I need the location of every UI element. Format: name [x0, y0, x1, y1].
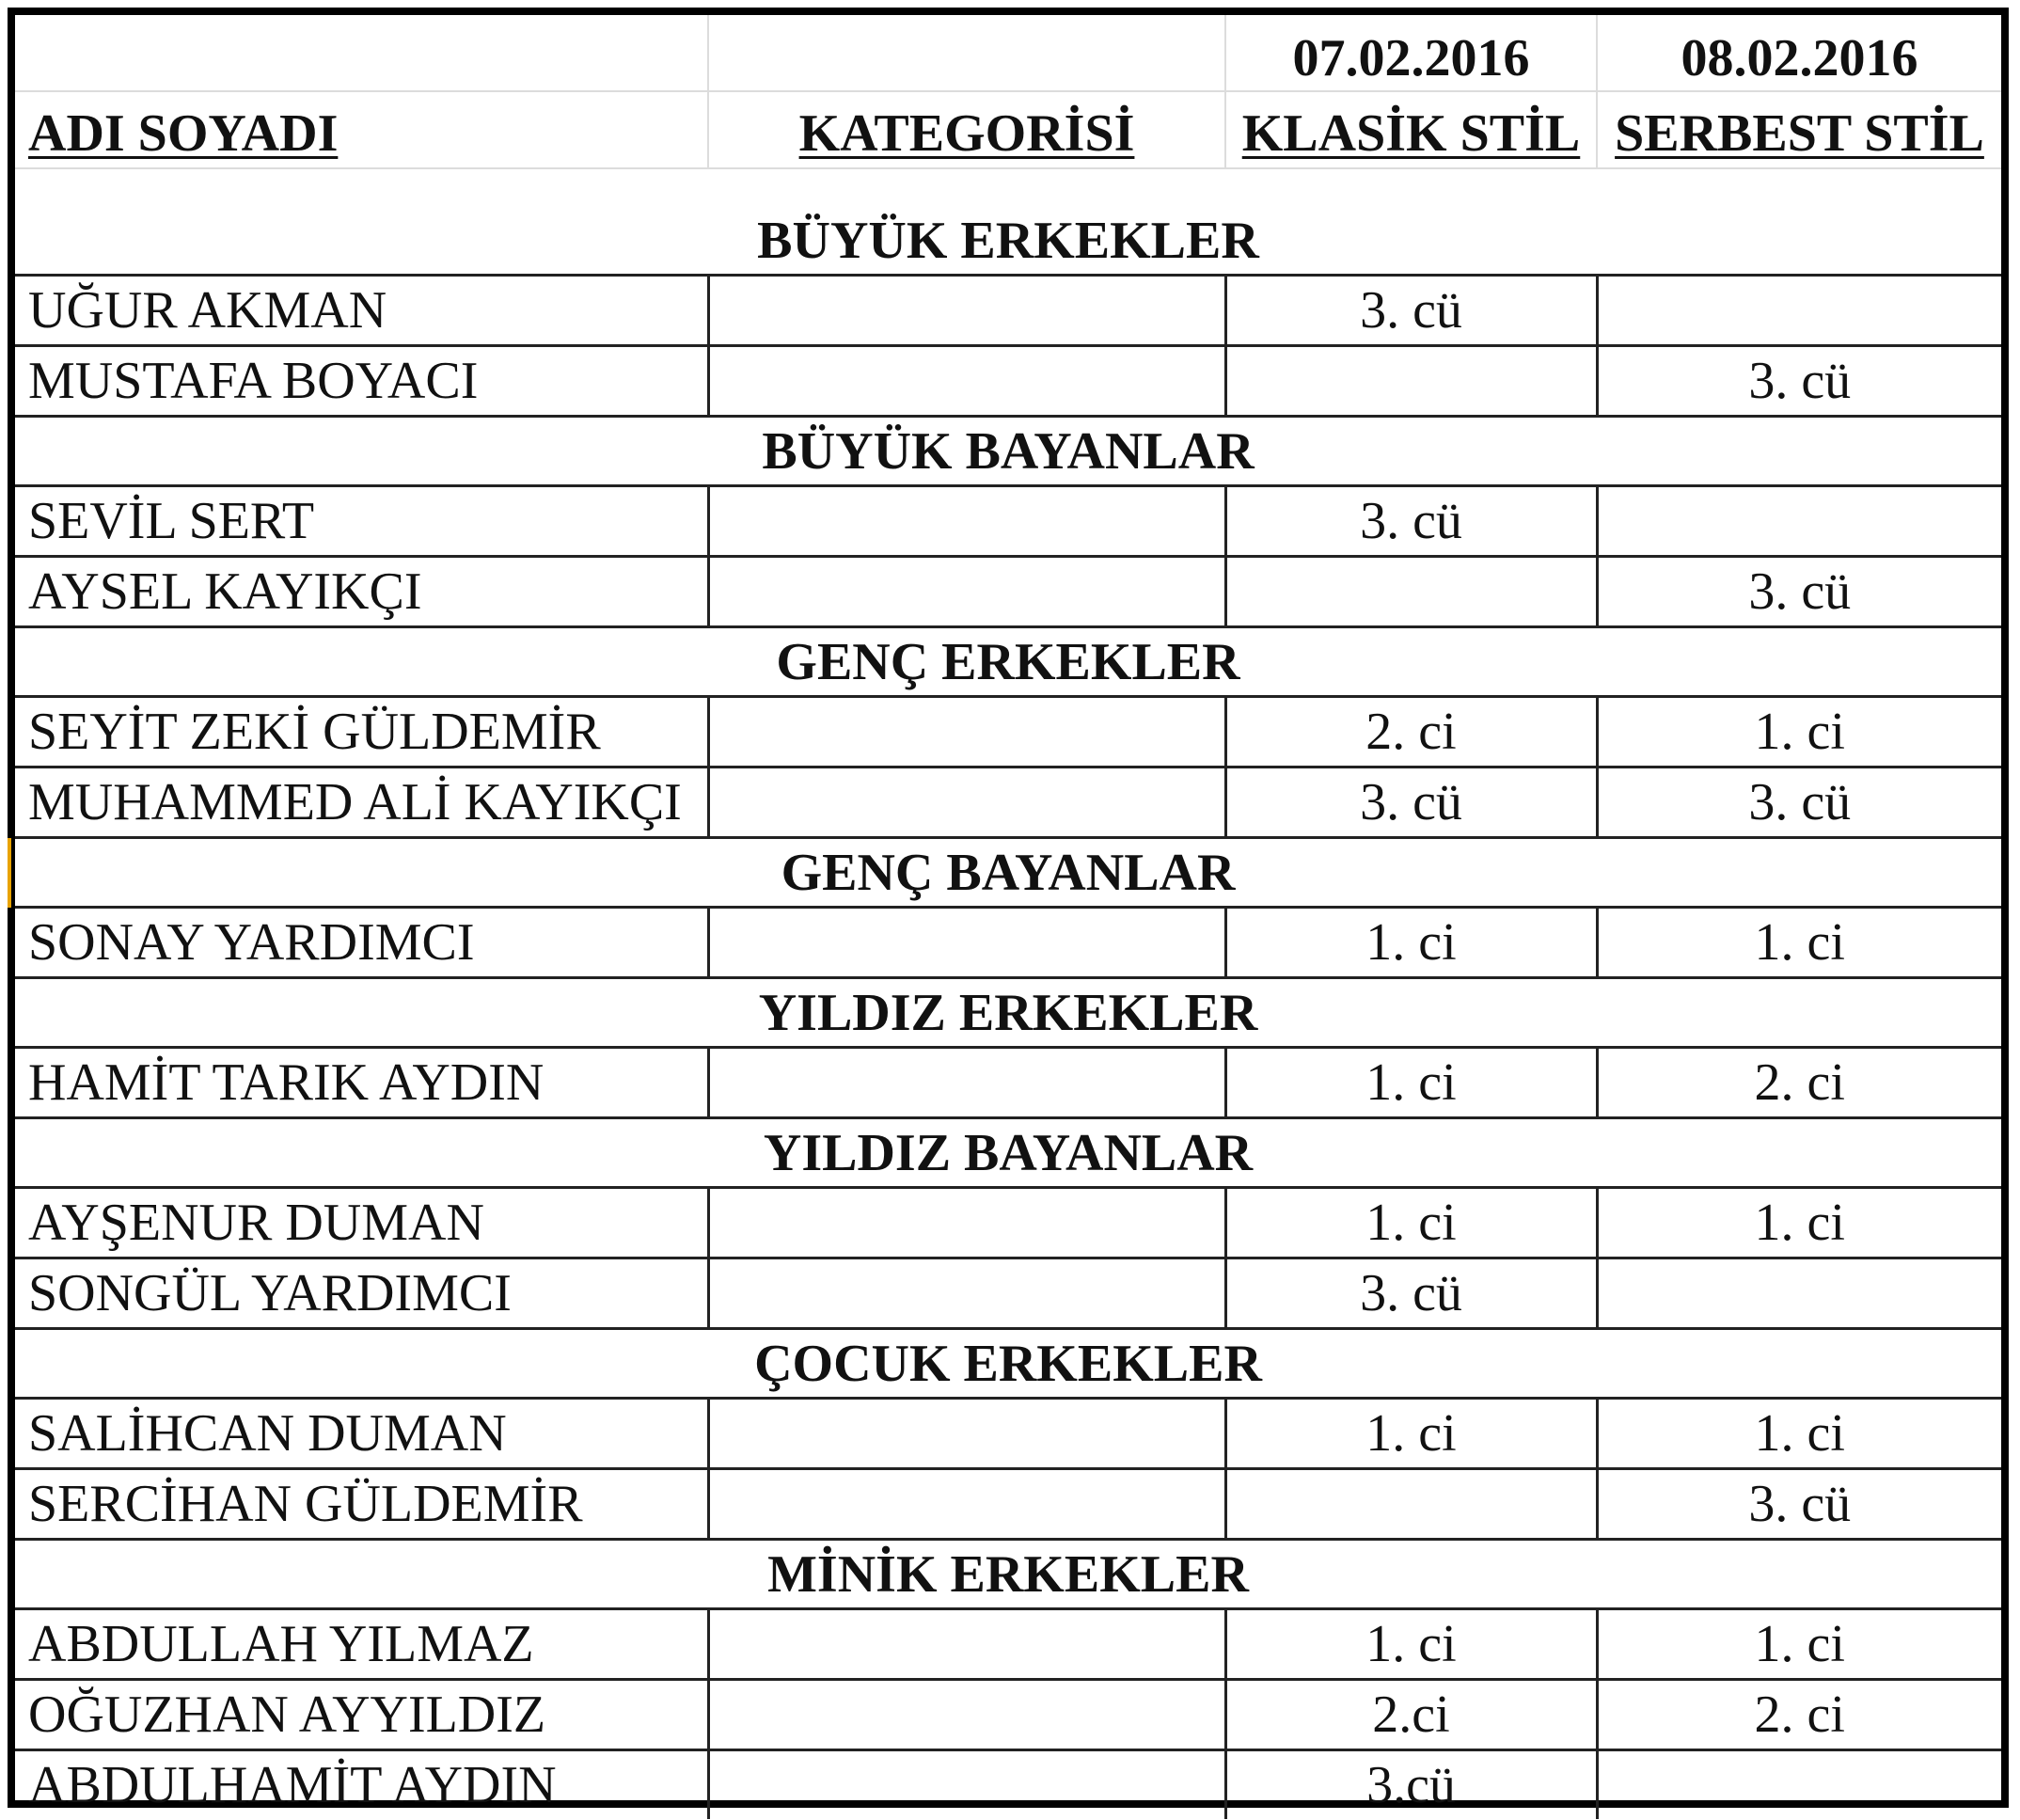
category-title[interactable]: ÇOCUK ERKEKLER: [15, 1329, 2001, 1399]
category-title[interactable]: GENÇ BAYANLAR: [15, 838, 2001, 908]
kategori-cell[interactable]: [708, 346, 1225, 417]
kategori-cell[interactable]: [708, 768, 1225, 838]
category-title[interactable]: YILDIZ ERKEKLER: [15, 978, 2001, 1048]
category-title[interactable]: BÜYÜK BAYANLAR: [15, 417, 2001, 486]
athlete-name-cell[interactable]: ABDULHAMİT AYDIN: [15, 1750, 708, 1820]
date-serbest-header[interactable]: 08.02.2016: [1597, 15, 2001, 91]
kategori-cell[interactable]: [708, 697, 1225, 768]
kategori-column-label: KATEGORİSİ: [798, 104, 1135, 163]
empty-header-cell[interactable]: [15, 15, 708, 91]
date-klasik-header[interactable]: 07.02.2016: [1225, 15, 1597, 91]
serbest-result-cell[interactable]: 2. ci: [1597, 1680, 2001, 1750]
kategori-cell[interactable]: [708, 908, 1225, 978]
name-column-header[interactable]: [15, 91, 708, 168]
klasik-column-header[interactable]: [1225, 91, 1597, 168]
category-row: [15, 417, 2001, 486]
athlete-row: [15, 1680, 2001, 1750]
kategori-cell[interactable]: [708, 1680, 1225, 1750]
category-title[interactable]: MİNİK ERKEKLER: [15, 1540, 2001, 1609]
kategori-cell[interactable]: [708, 1048, 1225, 1118]
athlete-name-cell[interactable]: OĞUZHAN AYYILDIZ: [15, 1680, 708, 1750]
serbest-result-cell[interactable]: [1597, 486, 2001, 557]
category-title[interactable]: YILDIZ BAYANLAR: [15, 1118, 2001, 1188]
klasik-result-cell[interactable]: [1225, 557, 1597, 627]
athlete-name-cell[interactable]: AYŞENUR DUMAN: [15, 1188, 708, 1258]
kategori-cell[interactable]: [708, 557, 1225, 627]
empty-header-cell[interactable]: [708, 15, 1225, 91]
athlete-row: [15, 1469, 2001, 1540]
results-table: [15, 15, 2001, 1819]
athlete-name-cell[interactable]: ABDULLAH YILMAZ: [15, 1609, 708, 1680]
serbest-column-label: SERBEST STİL: [1615, 104, 1984, 163]
athlete-row: [15, 486, 2001, 557]
name-column-label: ADI SOYADI: [28, 104, 339, 163]
category-row: [15, 1540, 2001, 1609]
kategori-column-header[interactable]: [708, 91, 1225, 168]
klasik-result-cell[interactable]: [1225, 346, 1597, 417]
klasik-result-cell[interactable]: 1. ci: [1225, 1399, 1597, 1469]
athlete-row: [15, 1048, 2001, 1118]
athlete-row: [15, 768, 2001, 838]
klasik-result-cell[interactable]: 3. cü: [1225, 1258, 1597, 1329]
category-row: [15, 838, 2001, 908]
serbest-result-cell[interactable]: [1597, 1750, 2001, 1820]
kategori-cell[interactable]: [708, 1188, 1225, 1258]
klasik-result-cell[interactable]: 1. ci: [1225, 908, 1597, 978]
active-cell-marker: [8, 838, 11, 908]
kategori-cell[interactable]: [708, 1469, 1225, 1540]
category-title[interactable]: BÜYÜK ERKEKLER: [15, 207, 2001, 276]
athlete-row: [15, 908, 2001, 978]
athlete-row: [15, 1399, 2001, 1469]
athlete-name-cell[interactable]: MUSTAFA BOYACI: [15, 346, 708, 417]
klasik-result-cell[interactable]: 2.ci: [1225, 1680, 1597, 1750]
klasik-result-cell[interactable]: 1. ci: [1225, 1609, 1597, 1680]
athlete-row: [15, 1609, 2001, 1680]
athlete-name-cell[interactable]: SALİHCAN DUMAN: [15, 1399, 708, 1469]
klasik-result-cell[interactable]: [1225, 1469, 1597, 1540]
category-title[interactable]: GENÇ ERKEKLER: [15, 627, 2001, 697]
category-row: [15, 1118, 2001, 1188]
athlete-row: [15, 1188, 2001, 1258]
athlete-row: [15, 1258, 2001, 1329]
athlete-name-cell[interactable]: HAMİT TARIK AYDIN: [15, 1048, 708, 1118]
kategori-cell[interactable]: [708, 486, 1225, 557]
kategori-cell[interactable]: [708, 1258, 1225, 1329]
athlete-row: [15, 1750, 2001, 1820]
serbest-column-header[interactable]: [1597, 91, 2001, 168]
category-row: [15, 207, 2001, 276]
athlete-name-cell[interactable]: SONAY YARDIMCI: [15, 908, 708, 978]
klasik-result-cell[interactable]: 1. ci: [1225, 1048, 1597, 1118]
spacer-row: [15, 168, 2001, 207]
serbest-result-cell[interactable]: 1. ci: [1597, 1609, 2001, 1680]
klasik-column-label: KLASİK STİL: [1241, 104, 1581, 163]
serbest-result-cell[interactable]: 1. ci: [1597, 1188, 2001, 1258]
athlete-row: [15, 346, 2001, 417]
klasik-result-cell[interactable]: 3.cü: [1225, 1750, 1597, 1820]
klasik-result-cell[interactable]: 3. cü: [1225, 768, 1597, 838]
athlete-name-cell[interactable]: SERCİHAN GÜLDEMİR: [15, 1469, 708, 1540]
athlete-name-cell[interactable]: MUHAMMED ALİ KAYIKÇI: [15, 768, 708, 838]
serbest-result-cell[interactable]: 1. ci: [1597, 1399, 2001, 1469]
serbest-result-cell[interactable]: 3. cü: [1597, 557, 2001, 627]
klasik-result-cell[interactable]: 2. ci: [1225, 697, 1597, 768]
athlete-name-cell[interactable]: UĞUR AKMAN: [15, 276, 708, 346]
athlete-name-cell[interactable]: SEYİT ZEKİ GÜLDEMİR: [15, 697, 708, 768]
athlete-row: [15, 557, 2001, 627]
spacer-cell[interactable]: [15, 168, 2001, 207]
klasik-result-cell[interactable]: 1. ci: [1225, 1188, 1597, 1258]
athlete-row: [15, 697, 2001, 768]
athlete-name-cell[interactable]: AYSEL KAYIKÇI: [15, 557, 708, 627]
athlete-name-cell[interactable]: SONGÜL YARDIMCI: [15, 1258, 708, 1329]
kategori-cell[interactable]: [708, 1750, 1225, 1820]
serbest-result-cell[interactable]: 3. cü: [1597, 346, 2001, 417]
kategori-cell[interactable]: [708, 276, 1225, 346]
klasik-result-cell[interactable]: 3. cü: [1225, 276, 1597, 346]
klasik-result-cell[interactable]: 3. cü: [1225, 486, 1597, 557]
category-row: [15, 978, 2001, 1048]
serbest-result-cell[interactable]: [1597, 1258, 2001, 1329]
serbest-result-cell[interactable]: 3. cü: [1597, 768, 2001, 838]
serbest-result-cell[interactable]: 1. ci: [1597, 908, 2001, 978]
results-sheet: [8, 8, 2009, 1814]
serbest-result-cell[interactable]: [1597, 276, 2001, 346]
category-row: [15, 1329, 2001, 1399]
category-row: [15, 627, 2001, 697]
serbest-result-cell[interactable]: 1. ci: [1597, 697, 2001, 768]
athlete-row: [15, 276, 2001, 346]
column-header-row: [15, 91, 2001, 168]
kategori-cell[interactable]: [708, 1609, 1225, 1680]
athlete-name-cell[interactable]: SEVİL SERT: [15, 486, 708, 557]
serbest-result-cell[interactable]: 2. ci: [1597, 1048, 2001, 1118]
date-header-row: [15, 15, 2001, 91]
results-body: [15, 207, 2001, 1819]
kategori-cell[interactable]: [708, 1399, 1225, 1469]
serbest-result-cell[interactable]: 3. cü: [1597, 1469, 2001, 1540]
